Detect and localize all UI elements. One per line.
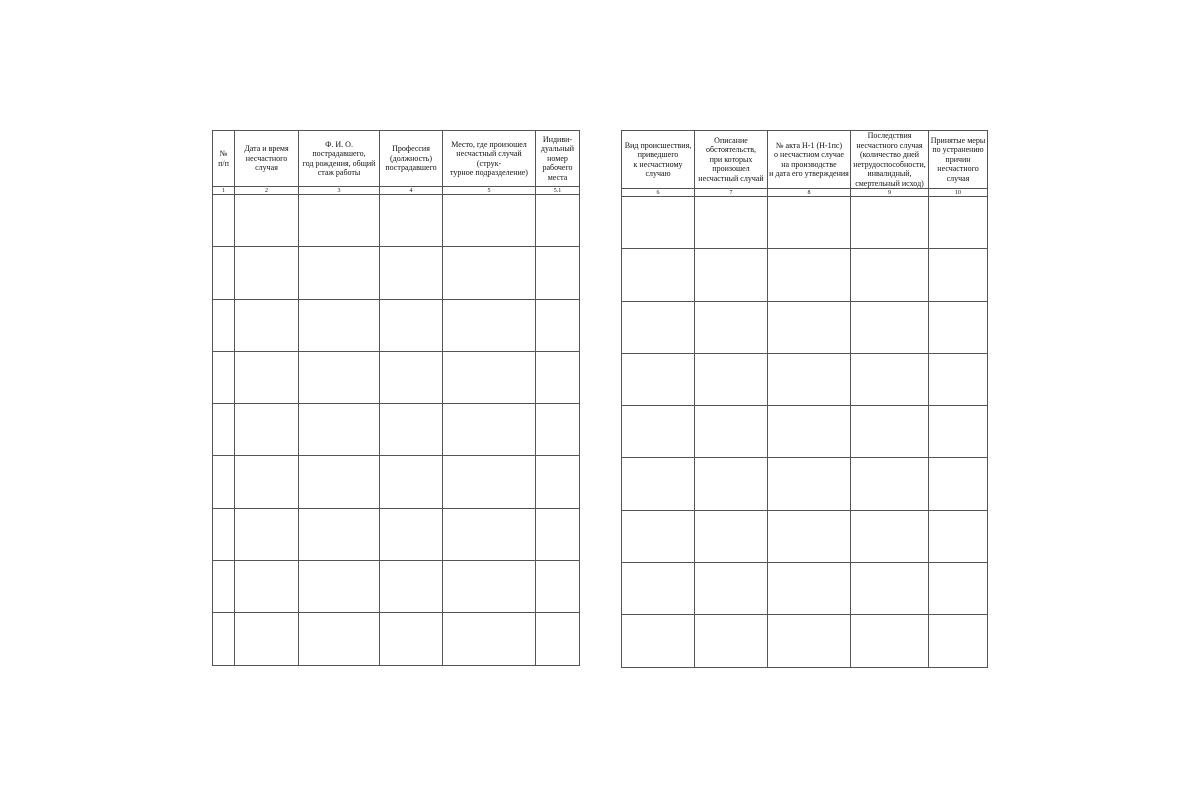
table-cell[interactable] xyxy=(695,563,768,615)
table-cell[interactable] xyxy=(536,456,580,508)
column-header: № п/п xyxy=(213,131,235,187)
table-cell[interactable] xyxy=(213,351,235,403)
table-cell[interactable] xyxy=(213,404,235,456)
table-cell[interactable] xyxy=(929,510,988,562)
table-cell[interactable] xyxy=(443,613,536,665)
column-number: 10 xyxy=(929,189,988,197)
column-number: 2 xyxy=(235,187,299,195)
table-cell[interactable] xyxy=(299,561,380,613)
table-cell[interactable] xyxy=(380,299,443,351)
table-cell[interactable] xyxy=(695,197,768,249)
table-cell[interactable] xyxy=(299,247,380,299)
column-number: 8 xyxy=(768,189,851,197)
column-number: 9 xyxy=(851,189,929,197)
table-cell[interactable] xyxy=(622,510,695,562)
table-cell[interactable] xyxy=(695,458,768,510)
table-cell[interactable] xyxy=(695,301,768,353)
table-cell[interactable] xyxy=(622,563,695,615)
table-cell[interactable] xyxy=(768,406,851,458)
table-cell[interactable] xyxy=(622,458,695,510)
table-cell[interactable] xyxy=(768,615,851,667)
left-table-body xyxy=(213,195,580,666)
table-cell[interactable] xyxy=(213,561,235,613)
table-cell[interactable] xyxy=(851,615,929,667)
table-cell[interactable] xyxy=(622,353,695,405)
accident-log-table-right xyxy=(621,130,988,668)
table-row xyxy=(213,613,580,665)
table-cell[interactable] xyxy=(235,299,299,351)
table-cell[interactable] xyxy=(929,458,988,510)
table-row xyxy=(622,197,988,249)
column-number: 1 xyxy=(213,187,235,195)
table-cell[interactable] xyxy=(443,456,536,508)
column-number: 7 xyxy=(695,189,768,197)
table-cell[interactable] xyxy=(235,351,299,403)
table-cell[interactable] xyxy=(380,508,443,560)
column-number: 4 xyxy=(380,187,443,195)
table-cell[interactable] xyxy=(380,404,443,456)
table-cell[interactable] xyxy=(536,351,580,403)
table-cell[interactable] xyxy=(695,510,768,562)
table-cell[interactable] xyxy=(380,247,443,299)
table-row xyxy=(622,510,988,562)
table-cell[interactable] xyxy=(213,247,235,299)
table-cell[interactable] xyxy=(768,301,851,353)
table-cell[interactable] xyxy=(768,353,851,405)
table-cell[interactable] xyxy=(299,404,380,456)
column-header: Место, где произошел несчастный случай (струк- турное подразделение) xyxy=(443,131,536,187)
table-row xyxy=(622,458,988,510)
column-number: 3 xyxy=(299,187,380,195)
column-number: 5.1 xyxy=(536,187,580,195)
table-cell[interactable] xyxy=(536,561,580,613)
table-row xyxy=(622,249,988,301)
column-header: Индиви- дуальный номер рабочего места xyxy=(536,131,580,187)
table-cell[interactable] xyxy=(851,510,929,562)
table-cell[interactable] xyxy=(622,615,695,667)
table-cell[interactable] xyxy=(768,563,851,615)
journal-page-left xyxy=(212,130,579,666)
table-cell[interactable] xyxy=(851,249,929,301)
table-cell[interactable] xyxy=(622,249,695,301)
table-cell[interactable] xyxy=(851,301,929,353)
column-number: 6 xyxy=(622,189,695,197)
table-cell[interactable] xyxy=(443,351,536,403)
table-cell[interactable] xyxy=(536,299,580,351)
table-cell[interactable] xyxy=(851,563,929,615)
table-cell[interactable] xyxy=(235,508,299,560)
column-header: Ф. И. О. пострадавшего, год рождения, общий стаж работы xyxy=(299,131,380,187)
table-cell[interactable] xyxy=(235,195,299,247)
journal-page-right xyxy=(621,130,987,668)
table-cell[interactable] xyxy=(380,195,443,247)
table-cell[interactable] xyxy=(235,404,299,456)
table-cell[interactable] xyxy=(768,458,851,510)
table-cell[interactable] xyxy=(695,615,768,667)
table-row xyxy=(213,508,580,560)
column-header: Вид происшествия, приведшего к несчастному случаю xyxy=(622,131,695,189)
table-cell[interactable] xyxy=(299,613,380,665)
table-cell[interactable] xyxy=(929,615,988,667)
table-cell[interactable] xyxy=(768,197,851,249)
table-cell[interactable] xyxy=(536,247,580,299)
column-header: Дата и время несчастного случая xyxy=(235,131,299,187)
table-cell[interactable] xyxy=(929,406,988,458)
table-cell[interactable] xyxy=(536,404,580,456)
table-cell[interactable] xyxy=(299,508,380,560)
table-cell[interactable] xyxy=(536,195,580,247)
table-row xyxy=(622,353,988,405)
table-cell[interactable] xyxy=(622,197,695,249)
column-header: Профессия (должность) пострадавшего xyxy=(380,131,443,187)
column-header: № акта Н-1 (Н-1пс) о несчастном случае на производстве и дата его утверждения xyxy=(768,131,851,189)
table-cell[interactable] xyxy=(536,508,580,560)
table-cell[interactable] xyxy=(299,299,380,351)
column-header: Описание обстоятельств, при которых произошел несчастный случай xyxy=(695,131,768,189)
table-cell[interactable] xyxy=(536,613,580,665)
table-cell[interactable] xyxy=(929,563,988,615)
table-cell[interactable] xyxy=(768,510,851,562)
table-row xyxy=(213,351,580,403)
table-row xyxy=(213,195,580,247)
table-cell[interactable] xyxy=(929,249,988,301)
table-cell[interactable] xyxy=(443,561,536,613)
column-number-row xyxy=(622,189,988,197)
table-cell[interactable] xyxy=(695,249,768,301)
table-cell[interactable] xyxy=(443,508,536,560)
table-cell[interactable] xyxy=(380,561,443,613)
table-row xyxy=(622,615,988,667)
table-row xyxy=(213,299,580,351)
column-number-row xyxy=(213,187,580,195)
table-cell[interactable] xyxy=(622,406,695,458)
table-cell[interactable] xyxy=(851,406,929,458)
table-cell[interactable] xyxy=(443,195,536,247)
table-cell[interactable] xyxy=(213,456,235,508)
table-cell[interactable] xyxy=(213,299,235,351)
table-row xyxy=(622,301,988,353)
table-row xyxy=(213,247,580,299)
table-cell[interactable] xyxy=(213,508,235,560)
table-cell[interactable] xyxy=(695,406,768,458)
table-cell[interactable] xyxy=(213,195,235,247)
column-header: Принятые меры по устранению причин несчастного случая xyxy=(929,131,988,189)
table-cell[interactable] xyxy=(929,353,988,405)
table-cell[interactable] xyxy=(299,351,380,403)
table-cell[interactable] xyxy=(235,456,299,508)
header-row xyxy=(213,131,580,187)
right-table-body xyxy=(622,197,988,668)
column-header: Последствия несчастного случая (количество дней нетрудоспособности, инвалидный, смертельный исход) xyxy=(851,131,929,189)
table-cell[interactable] xyxy=(235,613,299,665)
table-cell[interactable] xyxy=(380,456,443,508)
table-cell[interactable] xyxy=(929,301,988,353)
table-cell[interactable] xyxy=(851,353,929,405)
table-cell[interactable] xyxy=(235,247,299,299)
table-cell[interactable] xyxy=(851,458,929,510)
table-cell[interactable] xyxy=(299,456,380,508)
table-cell[interactable] xyxy=(851,197,929,249)
table-row xyxy=(213,404,580,456)
table-row xyxy=(622,563,988,615)
table-cell[interactable] xyxy=(380,351,443,403)
table-cell[interactable] xyxy=(443,299,536,351)
table-cell[interactable] xyxy=(768,249,851,301)
table-cell[interactable] xyxy=(695,353,768,405)
table-cell[interactable] xyxy=(929,197,988,249)
table-row xyxy=(622,406,988,458)
table-cell[interactable] xyxy=(299,195,380,247)
table-cell[interactable] xyxy=(443,247,536,299)
column-number: 5 xyxy=(443,187,536,195)
accident-log-table-left xyxy=(212,130,580,666)
table-cell[interactable] xyxy=(622,301,695,353)
table-row xyxy=(213,561,580,613)
table-cell[interactable] xyxy=(380,613,443,665)
table-row xyxy=(213,456,580,508)
table-cell[interactable] xyxy=(235,561,299,613)
header-row xyxy=(622,131,988,189)
table-cell[interactable] xyxy=(213,613,235,665)
table-cell[interactable] xyxy=(443,404,536,456)
